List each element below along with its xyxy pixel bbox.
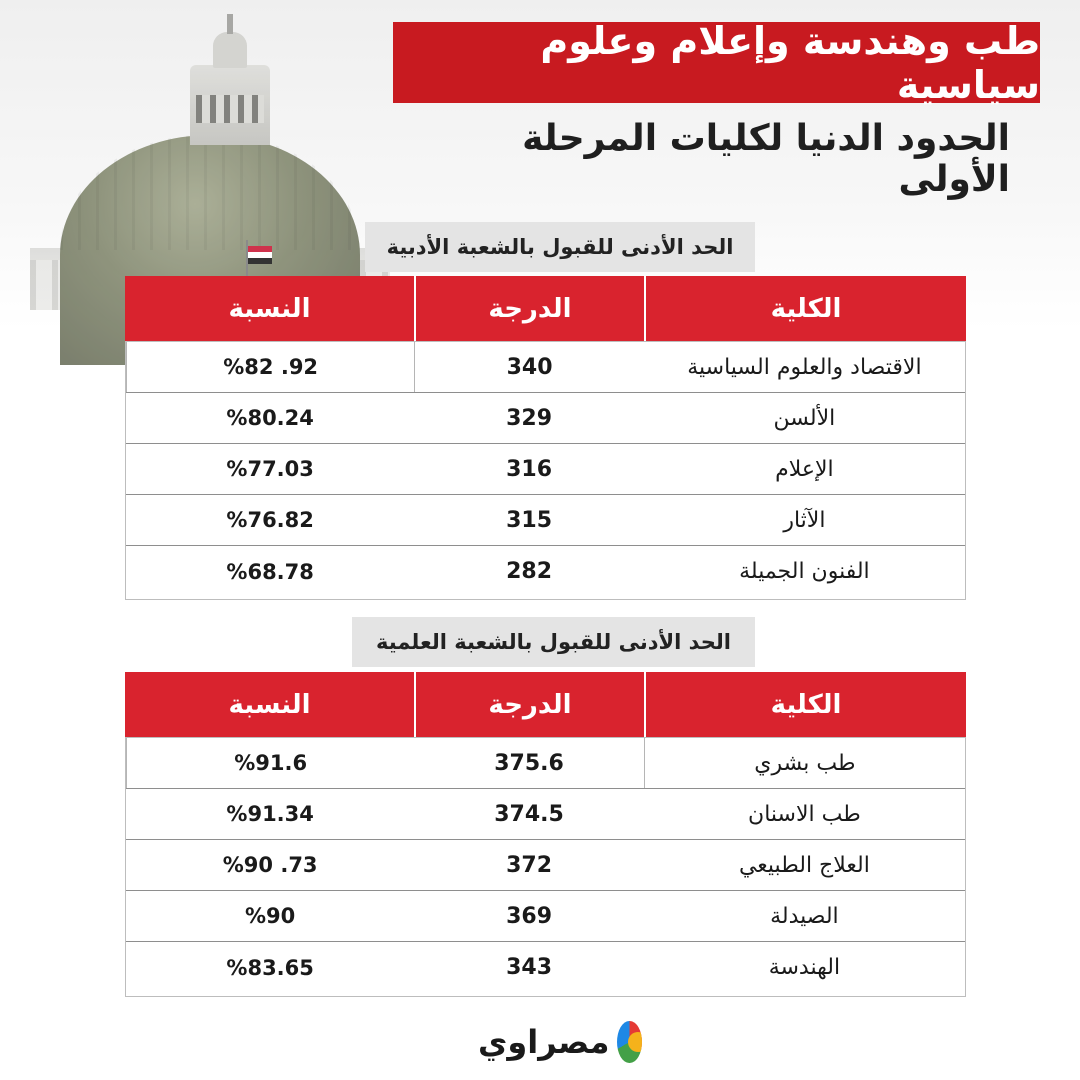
score-cell: 282 [506,559,553,584]
score-cell: 340 [414,342,643,392]
table-row [126,942,965,993]
table-row [126,891,965,942]
college-cell: الفنون الجميلة [739,559,870,584]
masrawy-logo-icon [617,1021,642,1063]
college-cell: طب بشري [644,738,965,788]
header-score: الدرجة [414,672,644,737]
college-cell: الصيدلة [770,903,839,929]
table-literary [125,276,966,600]
score-cell: 316 [506,456,553,482]
table-scientific [125,672,966,997]
percent-cell: %90 .73 [222,853,318,877]
logo-text: مصراوي [478,1023,610,1061]
percent-cell: %76.82 [226,508,314,532]
header-percent: النسبة [125,276,414,341]
percent-cell: %82 .92 [126,342,414,392]
score-cell: 369 [506,903,553,929]
score-cell: 329 [506,405,553,431]
table-body [125,341,966,600]
header-score: الدرجة [414,276,644,341]
table-header [125,276,966,341]
masrawy-logo [478,1018,642,1066]
percent-cell: %68.78 [226,559,314,584]
score-cell: 372 [506,852,553,878]
table-row [126,393,965,444]
table-row [126,546,965,597]
header-college: الكلية [644,276,966,341]
table-row [126,444,965,495]
college-cell: الألسن [773,405,836,431]
college-cell: الهندسة [768,955,841,980]
percent-cell: %80.24 [226,406,314,430]
table-row [126,342,965,393]
college-cell: العلاج الطبيعي [738,852,870,878]
percent-cell: %91.6 [126,738,414,788]
college-cell: طب الاسنان [748,801,861,827]
table-row [126,840,965,891]
score-cell: 315 [506,507,553,533]
college-cell: الإعلام [775,456,834,482]
table-header [125,672,966,737]
university-dome-image [20,10,400,310]
page-title: طب وهندسة وإعلام وعلوم سياسية [393,22,1040,103]
score-cell: 375.6 [494,750,564,776]
section-tag-scientific: الحد الأدنى للقبول بالشعبة العلمية [352,617,755,667]
college-cell: الاقتصاد والعلوم السياسية [687,354,922,380]
section-tag-literary: الحد الأدنى للقبول بالشعبة الأدبية [365,222,755,272]
egypt-flag-icon [248,246,272,264]
table-body [125,737,966,997]
table-row [126,789,965,840]
header-percent: النسبة [125,672,414,737]
percent-cell: %77.03 [226,457,314,481]
page-subtitle: الحدود الدنيا لكليات المرحلة الأولى [522,118,1010,200]
percent-cell: %90 [245,904,296,928]
score-cell: 343 [506,955,553,980]
college-cell: الآثار [783,507,826,533]
table-row [126,495,965,546]
header-college: الكلية [644,672,966,737]
percent-cell: %91.34 [226,802,314,826]
percent-cell: %83.65 [226,955,314,980]
table-row [126,738,965,789]
score-cell: 374.5 [494,801,564,827]
